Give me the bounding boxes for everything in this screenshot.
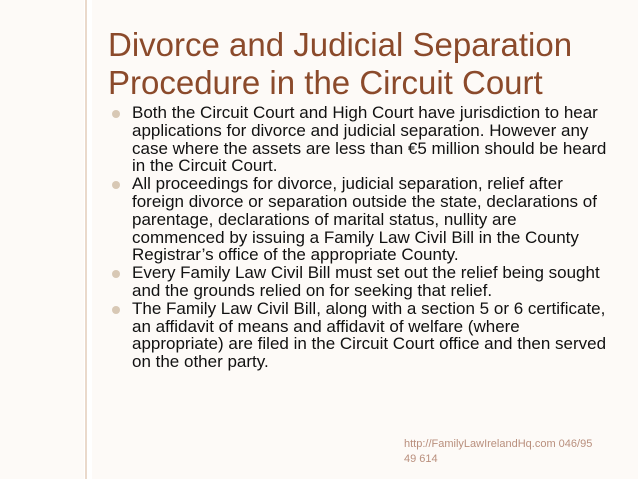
bullet-item <box>110 104 610 175</box>
left-accent-rule <box>84 0 92 479</box>
source-url-link[interactable]: http://FamilyLawIrelandHq.com 046/95 49 614 <box>404 438 593 465</box>
bullet-icon <box>112 306 120 314</box>
bullet-list <box>110 104 610 371</box>
bullet-text: Both the Circuit Court and High Court have jurisdiction to hear applications for divorce and judicial separation. However any case where the assets are less than €5 million should be heard in the Circuit Court. <box>132 103 607 176</box>
bullet-item <box>110 175 610 264</box>
bullet-item <box>110 300 610 371</box>
bullet-text: The Family Law Civil Bill, along with a section 5 or 6 certificate, an affidavit of means and affidavit of welfare (where appropriate) are filed in the Circuit Court office and then served on the other party. <box>132 298 607 372</box>
bullet-icon <box>112 110 120 118</box>
title-line-2: Procedure in the Circuit Court <box>108 64 543 101</box>
bullet-icon <box>112 181 120 189</box>
bullet-icon <box>112 270 120 278</box>
bullet-item <box>110 264 610 300</box>
title-line-1: Divorce and Judicial Separation <box>108 26 573 63</box>
bullet-text: Every Family Law Civil Bill must set out the relief being sought and the grounds relied on for seeking that relief. <box>132 263 600 300</box>
slide-title <box>108 26 628 102</box>
bullet-text: All proceedings for divorce, judicial separation, relief after foreign divorce or separation outside the state, declarations of parentage, declarations of marital status, nullity are commenced by issuing a Family Law Civil Bill in the County Registrar’s office of the appropriate County. <box>132 174 597 265</box>
